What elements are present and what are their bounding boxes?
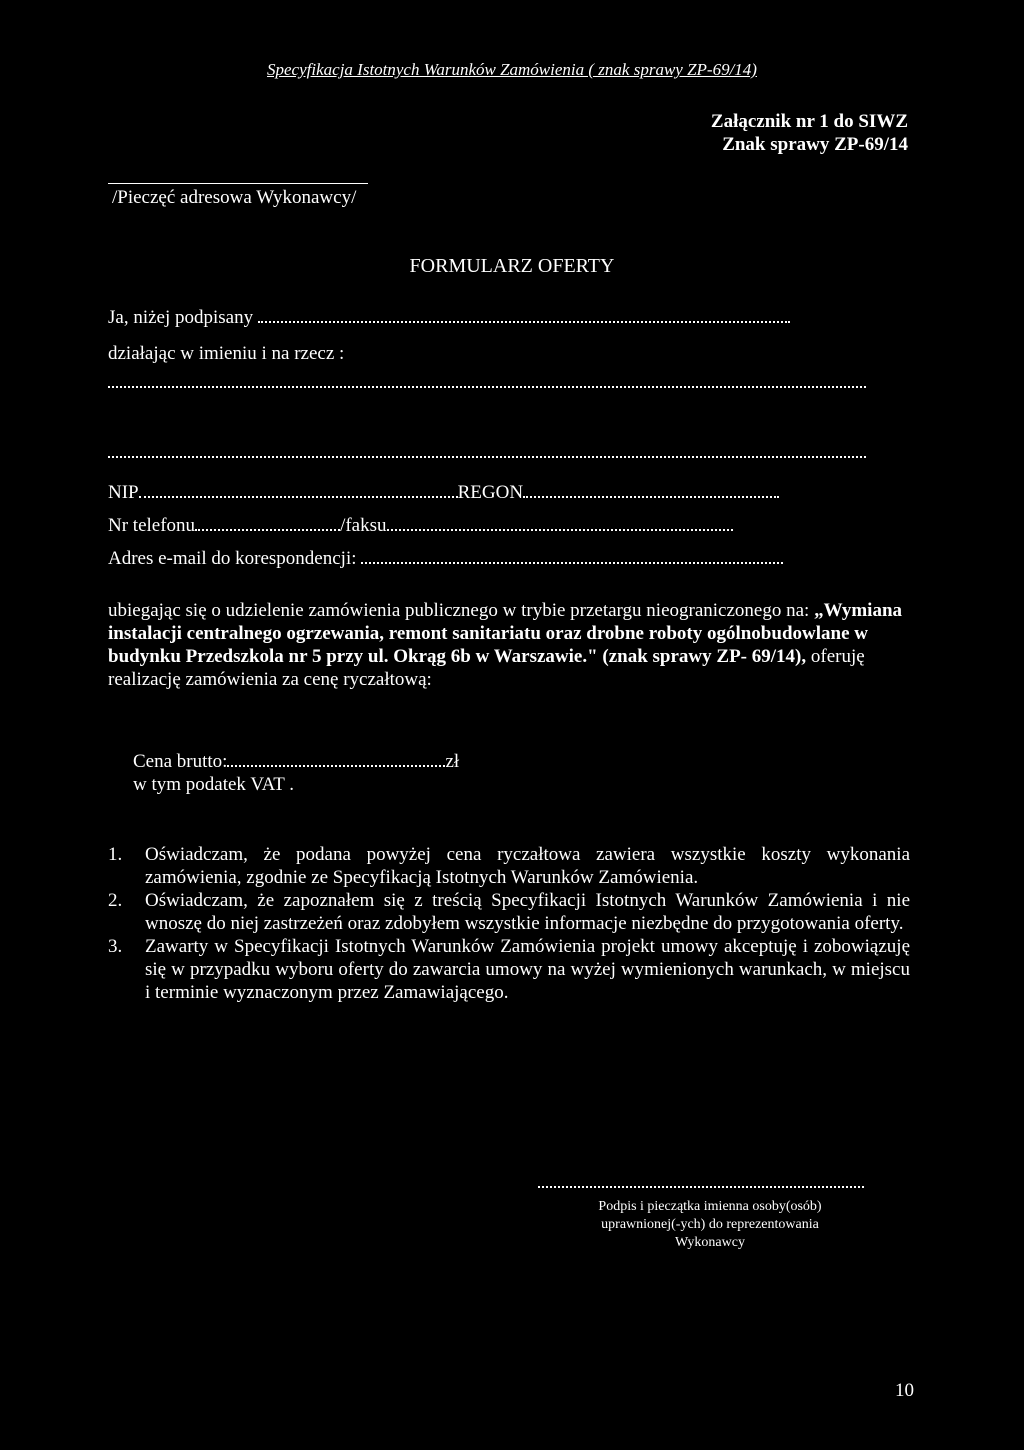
signatory-row [108, 305, 790, 329]
case-number: Znak sprawy ZP-69/14 [722, 134, 908, 155]
list-item [108, 843, 910, 889]
regon-field[interactable] [523, 480, 779, 498]
email-label: Adres e-mail do korespondencji: [108, 548, 357, 569]
regon-label: REGON [457, 482, 524, 503]
signature-caption-line: Podpis i pieczątka imienna osoby(osób) [598, 1199, 822, 1214]
list-item-number: 1. [108, 844, 123, 865]
gross-price-row [133, 749, 459, 773]
signatory-field[interactable] [258, 305, 790, 323]
page-number: 10 [895, 1380, 914, 1401]
signature-caption-line: Wykonawcy [675, 1235, 745, 1250]
offer-intro: ubiegając się o udzielenie zamówienia publicznego w trybie przetargu nieograniczonego na: [108, 600, 810, 621]
phone-fax-row [108, 513, 733, 537]
nip-label: NIP [108, 482, 139, 503]
signature-caption [540, 1198, 880, 1252]
nip-field[interactable] [139, 480, 458, 498]
vat-note: w tym podatek VAT . [133, 774, 294, 795]
form-title: FORMULARZ OFERTY [409, 255, 615, 277]
offer-paragraph [108, 599, 908, 691]
offer-tail: oferuję realizację zamówienia za cenę ryczałtową: [108, 646, 865, 690]
list-item-number: 2. [108, 890, 123, 911]
list-item [108, 935, 910, 1004]
acting-label: działając w imieniu i na rzecz : [108, 343, 345, 364]
list-item-text: Oświadczam, że podana powyżej cena ryczałtowa zawiera wszystkie koszty wykonania zamówienia, zgodnie ze Specyfikacją Istotnych Warunków Zamówienia. [145, 844, 910, 888]
phone-label: Nr telefonu [108, 515, 196, 536]
company-line-2[interactable] [108, 456, 866, 458]
signature-line[interactable] [538, 1186, 864, 1188]
offer-subject: „Wymiana instalacji centralnego ogrzewania, remont sanitariatu oraz drobne roboty ogólnobudowlane w budynku Przedszkola nr 5 przy ul. Okrąg 6b w Warszawie." (znak sprawy ZP- 69/14), [108, 600, 903, 667]
phone-field[interactable] [195, 513, 340, 531]
price-block [133, 749, 459, 796]
fax-label: /faksu [340, 515, 387, 536]
email-row [108, 546, 783, 570]
gross-price-field[interactable] [227, 749, 445, 767]
fax-field[interactable] [387, 513, 733, 531]
declarations-list [108, 843, 910, 1004]
list-item-number: 3. [108, 936, 123, 957]
list-item-text: Oświadczam, że zapoznałem się z treścią Specyfikacji Istotnych Warunków Zamówienia i nie wnoszę do niej zastrzeżeń oraz zdobyłem wszystkie informacje niezbędne do przygotowania oferty. [145, 890, 910, 934]
stamp-underline [108, 183, 368, 184]
nip-regon-row [108, 480, 779, 504]
list-item [108, 889, 910, 935]
gross-price-label: Cena brutto: [133, 751, 228, 772]
company-line-1[interactable] [108, 386, 866, 388]
email-field[interactable] [361, 546, 783, 564]
signature-caption-line: uprawnionej(-ych) do reprezentowania [601, 1217, 819, 1232]
annex-title: Załącznik nr 1 do SIWZ [710, 111, 908, 132]
running-header: Specyfikacja Istotnych Warunków Zamówienia ( znak sprawy ZP-69/14) [267, 60, 757, 79]
currency-label: zł [445, 751, 460, 772]
stamp-label: /Pieczęć adresowa Wykonawcy/ [112, 187, 357, 208]
signatory-label: Ja, niżej podpisany [108, 307, 254, 328]
annex-block [711, 110, 908, 156]
list-item-text: Zawarty w Specyfikacji Istotnych Warunków Zamówienia projekt umowy akceptuję i zobowiązuję się w przypadku wyboru oferty do zawarcia umowy na wyżej wymienionych warunkach, w miejscu i terminie wyznaczonym przez Zamawiającego. [145, 936, 910, 1003]
